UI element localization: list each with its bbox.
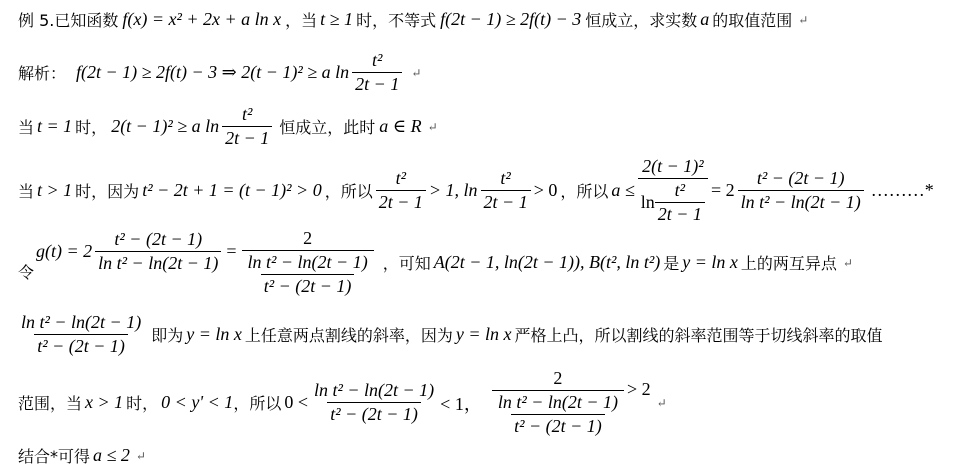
fraction: $\frac{\text{t²}}{2t - 1}$: [352, 50, 402, 95]
return-mark-icon: ↵: [798, 12, 809, 27]
compound-fraction: $\frac{2}{\frac{\text{ln t² − ln(2t − 1)}}{\text{t² − (2t − 1)}}}$: [492, 368, 624, 437]
solution-line-1: 解析： f(2t − 1) ≥ 2f(t) − 3 ⇒ 2(t − 1)² ≥ a ln $\frac{\text{t²}}{2t - 1}$ ↵: [18, 50, 422, 94]
fraction: $\frac{\text{t² − (2t − 1)}}{\text{ln t² − ln(2t − 1)}}$: [738, 168, 864, 213]
final-result: a ≤ 2: [93, 445, 130, 465]
solution-line-2: 当 t = 1 时， 2(t − 1)² ≥ a ln $\frac{\text{t²}}{2t - 1}$ 恒成立，此时 a ∈ R ↵: [18, 104, 438, 148]
return-mark-icon: ↵: [135, 448, 146, 463]
solution-line-4: 令 g(t) = 2 $\frac{\text{t² − (2t − 1)}}{\text{ln t² − ln(2t − 1)}}$ = $\frac{2}{\frac{\text{ln t² − ln(2t − 1)}}{\text{t² − (2t − 1)}}}$ ，可知 A(2t − 1, ln(2t − 1)), B(t², ln t²) 是 y = ln x 上的两互异点 ↵: [18, 228, 853, 296]
condition: t ≥ 1: [320, 9, 354, 29]
fraction: $\frac{\text{ln t² − ln(2t − 1)}}{\text{t² − (2t − 1)}}$: [313, 380, 435, 424]
fraction: $\frac{\text{t²}}{2t - 1}$: [481, 168, 531, 213]
solution-line-3: 当 t > 1 时，因为 t² − 2t + 1 = (t − 1)² > 0 ，所以 $\frac{\text{t²}}{2t - 1}$ > 1, ln $\frac{\text{t²}}{2t - 1}$ > 0 ，所以 a ≤ 2(t − 1)² ln $\frac{\text{t²}}{2t - 1}$ = 2 $\frac{\text{t² − (2t − 1)}}{\text{ln t² − ln(2t − 1)}}$ ………*: [18, 156, 934, 224]
compound-fraction: $\frac{2}{\frac{\text{ln t² − ln(2t − 1)}}{\text{t² − (2t − 1)}}}$: [242, 228, 374, 297]
return-mark-icon: ↵: [656, 395, 667, 410]
fraction: $\frac{\text{t²}}{2t - 1}$: [376, 168, 426, 213]
return-mark-icon: ↵: [411, 65, 422, 80]
fraction: $\frac{\text{t² − (2t − 1)}}{\text{ln t² − ln(2t − 1)}}$: [95, 229, 221, 274]
conclusion: 结合*可得 a ≤ 2 ↵: [18, 445, 146, 466]
compound-fraction: 2(t − 1)² ln $\frac{\text{t²}}{2t - 1}$: [638, 156, 708, 225]
solution-line-5: $\frac{\text{ln t² − ln(2t − 1)}}{\text{t² − (2t − 1)}}$ 即为 y = ln x 上任意两点割线的斜率，因为 y = ln x 严格上凸，所以割线的斜率范围等于切线斜率的取值: [18, 312, 883, 357]
return-mark-icon: ↵: [427, 119, 438, 134]
footnote-marker: ………*: [870, 180, 934, 200]
inequality: f(2t − 1) ≥ 2f(t) − 3: [440, 9, 582, 29]
variable: a: [700, 9, 710, 29]
problem-statement: 例 5.已知函数 f(x) = x² + 2x + a ln x ，当 t ≥ 1 时，不等式 f(2t − 1) ≥ 2f(t) − 3 恒成立，求实数 a 的取值范围 ↵: [18, 9, 809, 30]
solution-line-6: 范围，当 x > 1 时， 0 < y' < 1 ，所以 0 < $\frac{\text{ln t² − ln(2t − 1)}}{\text{t² − (2t − 1)}}$ < 1， $\frac{2}{\frac{\text{ln t² − ln(2t − 1)}}{\text{t² − (2t − 1)}}}$ > 2 ↵: [18, 368, 667, 436]
problem-prefix: 例 5.已知函数: [18, 11, 119, 30]
function-definition: f(x) = x² + 2x + a ln x: [122, 9, 282, 29]
return-mark-icon: ↵: [842, 255, 853, 270]
fraction: $\frac{\text{ln t² − ln(2t − 1)}}{\text{t² − (2t − 1)}}$: [21, 312, 142, 356]
fraction: $\frac{\text{t²}}{2t - 1}$: [222, 104, 272, 149]
solution-label: 解析：: [18, 64, 67, 83]
points: A(2t − 1, ln(2t − 1)), B(t², ln t²): [433, 252, 661, 272]
